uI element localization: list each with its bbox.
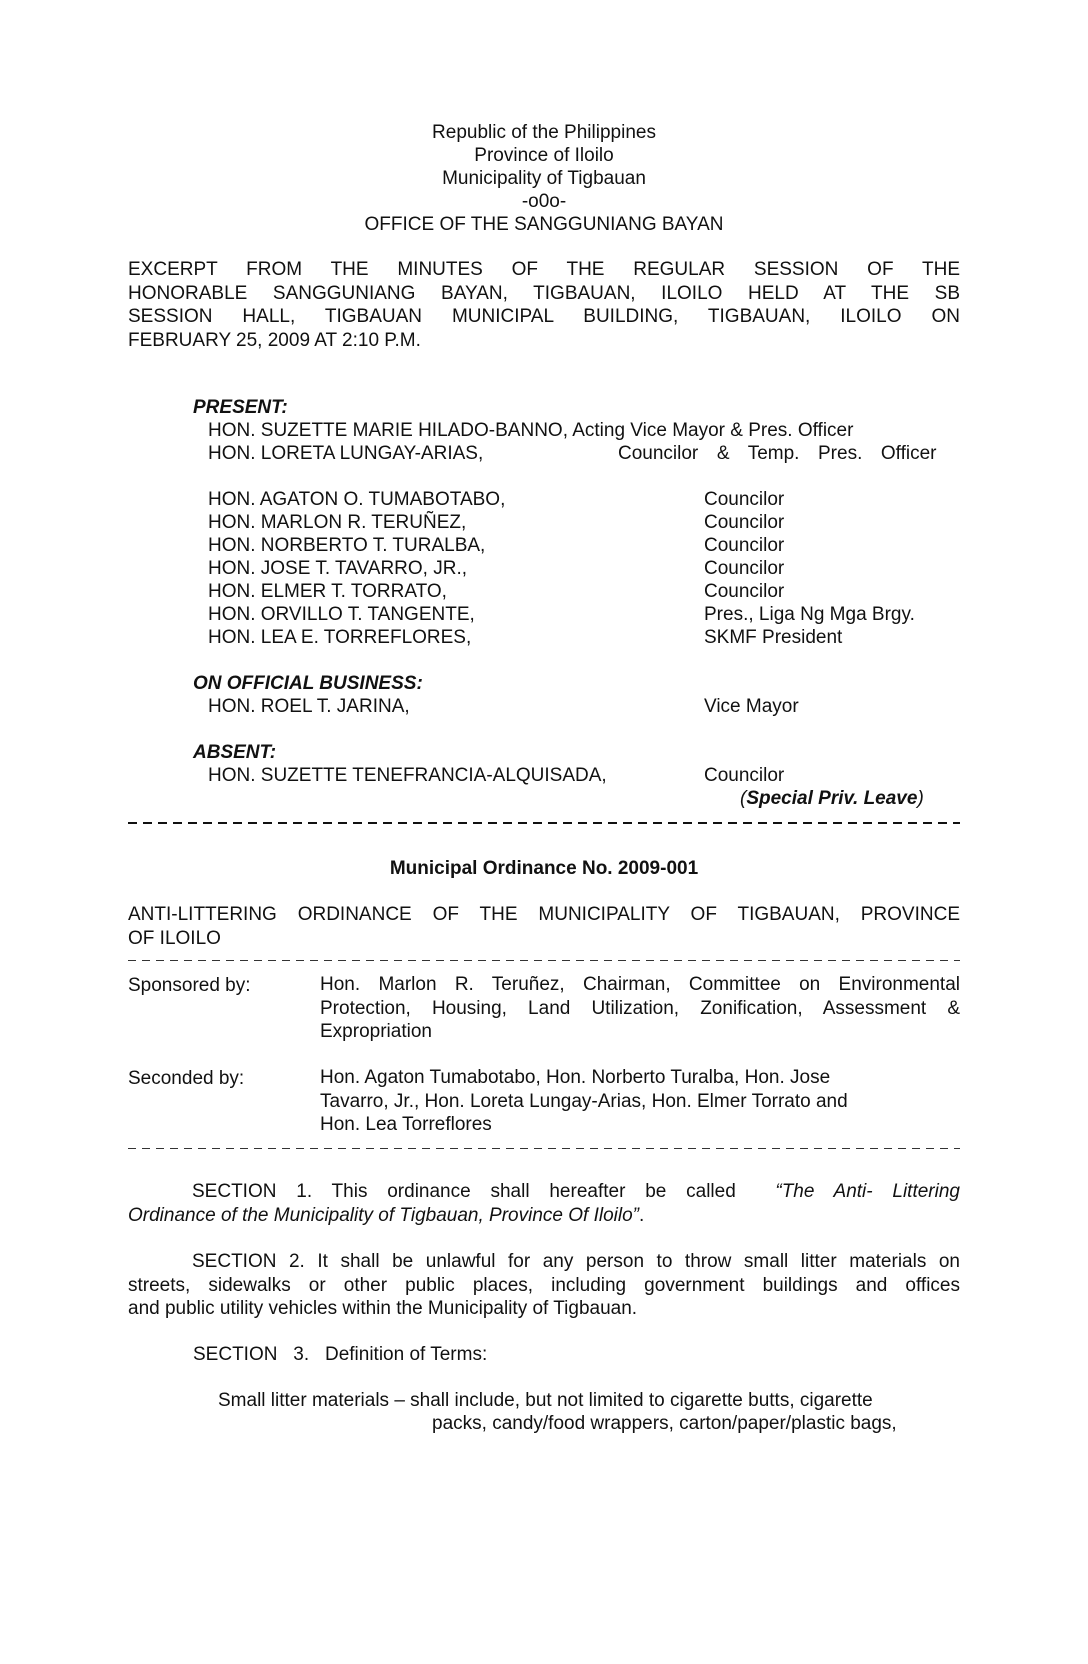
- member-role: Vice Mayor: [704, 696, 799, 717]
- section-2-line: and public utility vehicles within the Municipality of Tigbauan.: [128, 1298, 638, 1319]
- member-name: HON. JOSE T. TAVARRO, JR.,: [208, 558, 468, 579]
- excerpt-line: FEBRUARY 25, 2009 AT 2:10 P.M.: [128, 329, 421, 351]
- member-role: Councilor: [704, 535, 785, 556]
- official-business-heading: ON OFFICIAL BUSINESS:: [193, 673, 423, 694]
- sponsor-line: Protection, Housing, Land Utilization, Zonification, Assessment &: [320, 997, 960, 1019]
- excerpt-line: SESSION HALL, TIGBAUAN MUNICIPAL BUILDING, TIGBAUAN, ILOILO ON: [128, 306, 960, 327]
- dashed-divider: [128, 822, 960, 824]
- member-name: HON. AGATON O. TUMABOTABO,: [208, 489, 506, 510]
- member-name: HON. ELMER T. TORRATO,: [208, 581, 447, 602]
- header-separator: -o0o-: [521, 191, 567, 212]
- section-2-line: streets, sidewalks or other public places, including government buildings and offices: [128, 1274, 960, 1296]
- member-role: Pres., Liga Ng Mga Brgy.: [704, 604, 915, 625]
- note-open-paren: (: [740, 788, 747, 809]
- section-2-line: SECTION 2. It shall be unlawful for any person to throw small litter materials on: [192, 1251, 960, 1272]
- member-name: HON. ROEL T. JARINA,: [208, 696, 410, 717]
- member-name: HON. NORBERTO T. TURALBA,: [208, 535, 486, 556]
- member-role: Councilor: [704, 558, 785, 579]
- present-heading: PRESENT:: [193, 397, 288, 418]
- section-1: [128, 1180, 960, 1228]
- note-close-paren: ): [917, 788, 924, 809]
- sponsor-line: Hon. Marlon R. Teruñez, Chairman, Committee on Environmental: [320, 974, 960, 995]
- section-1-end: .: [638, 1205, 645, 1226]
- header-republic: Republic of the Philippines: [432, 122, 656, 143]
- section-1-line: [128, 1204, 960, 1228]
- absence-note: [740, 787, 924, 810]
- excerpt-line: HONORABLE SANGGUNIANG BAYAN, TIGBAUAN, ILOILO HELD AT THE SB: [128, 282, 960, 304]
- excerpt-paragraph: [128, 258, 960, 352]
- member-role: Councilor: [704, 581, 785, 602]
- dashed-divider: [128, 1148, 960, 1149]
- member-name: HON. SUZETTE TENEFRANCIA-ALQUISADA,: [208, 765, 607, 786]
- seconder-line: Tavarro, Jr., Hon. Loreta Lungay-Arias, Hon. Elmer Torrato and: [320, 1090, 848, 1112]
- header-office: OFFICE OF THE SANGGUNIANG BAYAN: [364, 214, 724, 235]
- ordinance-number: Municipal Ordinance No. 2009-001: [389, 858, 699, 879]
- member-role: SKMF President: [704, 627, 843, 648]
- member-name: HON. ORVILLO T. TANGENTE,: [208, 604, 475, 625]
- seconded-label: Seconded by:: [128, 1068, 245, 1089]
- ordinance-title-line: OF ILOILO: [128, 928, 221, 949]
- definition-line: packs, candy/food wrappers, carton/paper/plastic bags,: [432, 1413, 897, 1434]
- seconder-line: Hon. Lea Torreflores: [320, 1114, 492, 1135]
- dashed-divider: [128, 960, 960, 961]
- excerpt-line: EXCERPT FROM THE MINUTES OF THE REGULAR SESSION OF THE: [128, 259, 960, 280]
- sponsor-line: Expropriation: [320, 1021, 432, 1042]
- header-province: Province of Iloilo: [474, 145, 614, 166]
- sponsored-label: Sponsored by:: [128, 975, 251, 996]
- section-1-quote: “The Anti- Littering: [775, 1181, 960, 1202]
- section-1-quote-cont: Ordinance of the Municipality of Tigbauan, Province Of Iloilo”: [128, 1205, 639, 1226]
- member-role: Councilor: [704, 765, 785, 786]
- ordinance-title-line: ANTI-LITTERING ORDINANCE OF THE MUNICIPALITY OF TIGBAUAN, PROVINCE: [128, 904, 960, 925]
- member-name: HON. MARLON R. TERUÑEZ,: [208, 512, 467, 533]
- definition-line: Small litter materials – shall include, but not limited to cigarette butts, cigarette: [218, 1390, 873, 1411]
- member-name: HON. LEA E. TORREFLORES,: [208, 627, 472, 648]
- member-role: Councilor: [704, 489, 785, 510]
- ordinance-title: [128, 903, 960, 951]
- note-text: Special Priv. Leave: [746, 788, 918, 809]
- absent-heading: ABSENT:: [193, 742, 277, 763]
- member-role: Councilor: [704, 512, 785, 533]
- sponsored-value: [320, 973, 960, 1044]
- header-municipality: Municipality of Tigbauan: [442, 168, 646, 189]
- seconded-value: [320, 1066, 960, 1137]
- section-2: [128, 1250, 960, 1321]
- temp-presiding-role: Councilor & Temp. Pres. Officer: [618, 443, 937, 464]
- presiding-officer: HON. SUZETTE MARIE HILADO-BANNO, Acting Vice Mayor & Pres. Officer: [208, 420, 854, 441]
- section-3-heading: SECTION 3. Definition of Terms:: [193, 1344, 488, 1365]
- temp-presiding-name: HON. LORETA LUNGAY-ARIAS,: [208, 443, 484, 464]
- seconder-line: Hon. Agaton Tumabotabo, Hon. Norberto Turalba, Hon. Jose: [320, 1067, 831, 1088]
- section-1-lead: SECTION 1. This ordinance shall hereafter be called: [192, 1181, 736, 1202]
- section-1-line: [128, 1180, 960, 1204]
